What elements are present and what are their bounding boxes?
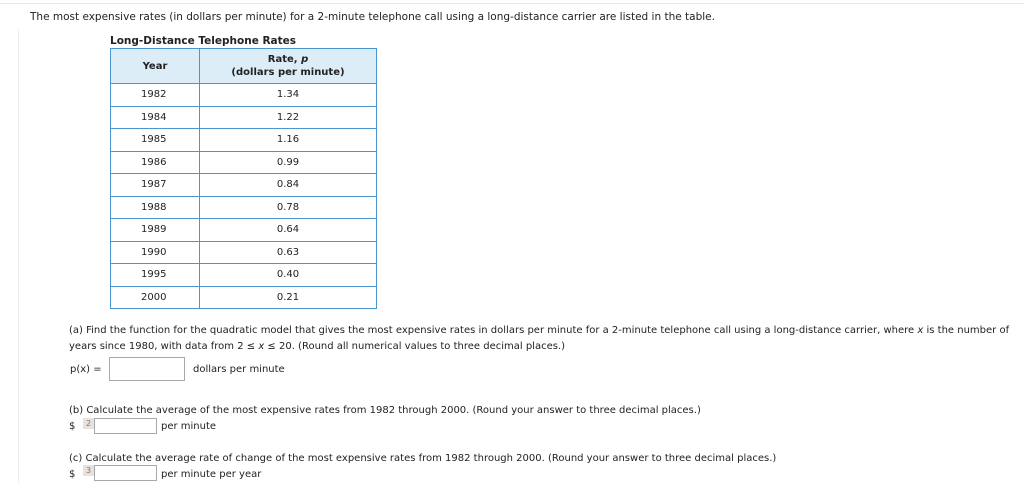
part-b-answer-input[interactable] [94,418,157,434]
table-row [111,219,377,242]
part-c-question: (c) Calculate the average rate of change of the most expensive rates from 1982 through 2000. (Round your answer to three decimal places.) [69,453,777,464]
header-rate-prefix: Rate, [267,54,302,65]
cell-year: 2000 [111,286,200,309]
cell-rate: 0.99 [200,151,377,174]
cell-rate: 1.22 [200,106,377,129]
cell-rate: 0.84 [200,174,377,197]
part-a-question [69,323,1024,355]
header-year: Year [111,49,200,84]
cell-year: 1985 [111,129,200,152]
table-row [111,174,377,197]
part-a-unit: dollars per minute [193,364,285,375]
table-row [111,241,377,264]
part-a-text-2: is the number of years since 1980, with data from 2 ≤ [69,325,1010,352]
cell-rate: 1.16 [200,129,377,152]
part-a-text-1: (a) Find the function for the quadratic model that gives the most expensive rates in dollars per minute for a 2-minute telephone call using a long-distance carrier, where [69,325,918,336]
table-row [111,286,377,309]
part-a-var-x: x [917,325,924,336]
problem-intro: The most expensive rates (in dollars per minute) for a 2-minute telephone call using a long-distance carrier are listed in the table. [30,11,715,23]
table-body [111,84,377,309]
cell-year: 1986 [111,151,200,174]
header-rate [200,49,377,84]
cell-year: 1989 [111,219,200,242]
cell-rate: 0.40 [200,264,377,287]
cell-year: 1987 [111,174,200,197]
part-a-answer-input[interactable] [109,357,185,381]
part-c-answer-input[interactable] [94,465,157,481]
part-b-currency: $ [69,421,76,432]
rates-table [110,48,377,309]
cell-year: 1984 [111,106,200,129]
top-divider [0,3,1024,4]
part-a-var-x2: x [258,341,265,352]
cell-rate: 1.34 [200,84,377,107]
header-rate-variable: p [301,54,309,65]
table-caption: Long-Distance Telephone Rates [110,35,297,47]
cell-rate: 0.63 [200,241,377,264]
table-row [111,264,377,287]
table-row [111,106,377,129]
cell-year: 1988 [111,196,200,219]
table-row [111,196,377,219]
table-row [111,84,377,107]
cell-rate: 0.64 [200,219,377,242]
part-a-text-3: ≤ 20. (Round all numerical values to three decimal places.) [264,341,566,352]
part-c-unit: per minute per year [161,469,262,480]
part-c-currency: $ [69,469,76,480]
table-row [111,129,377,152]
part-a-label: p(x) = [70,364,102,375]
part-c-badge: 3 [83,465,94,476]
cell-year: 1982 [111,84,200,107]
part-b-unit: per minute [161,421,217,432]
cell-rate: 0.78 [200,196,377,219]
table-header-row [111,49,377,84]
left-divider [18,30,19,483]
table-row [111,151,377,174]
cell-rate: 0.21 [200,286,377,309]
part-b-question: (b) Calculate the average of the most expensive rates from 1982 through 2000. (Round your answer to three decimal places.) [69,405,701,416]
header-rate-unit: (dollars per minute) [231,67,345,78]
cell-year: 1990 [111,241,200,264]
cell-year: 1995 [111,264,200,287]
part-b-badge: 2 [83,418,94,429]
